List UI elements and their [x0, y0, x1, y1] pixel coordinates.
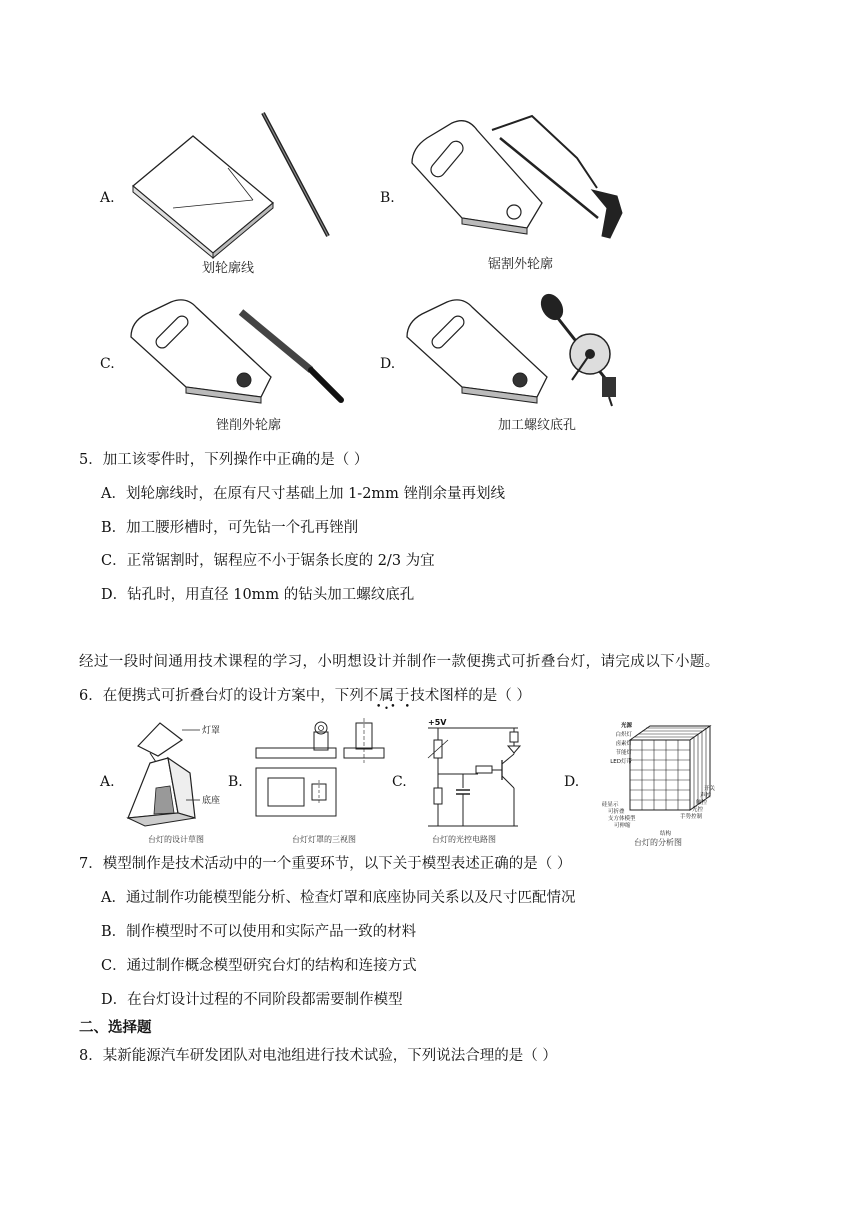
question-7-option-a[interactable]: A．通过制作功能模型能分析、检查灯罩和底座协同关系以及尺寸匹配情况 [101, 890, 576, 906]
supply-voltage-label: +5V [428, 718, 447, 727]
tool-option-c [98, 292, 368, 432]
option-letter: A. [100, 774, 115, 790]
cube-label: 开关 [704, 786, 716, 792]
figure-caption: 台灯的设计草图 [148, 835, 204, 844]
question-5-option-a[interactable]: A．划轮廓线时，在原有尺寸基础上加 1-2mm 锉削余量再划线 [101, 486, 506, 502]
cube-label: LED灯带 [610, 759, 632, 765]
label-lampshade: 灯罩 [202, 726, 221, 736]
plate-with-file-illustration [126, 292, 366, 407]
tool-option-d [378, 292, 668, 432]
cube-label: 白炽灯 [615, 732, 632, 738]
stem-prefix: 6．在便携式可折叠台灯的设计方案中，下列 [79, 688, 364, 704]
light-control-circuit-diagram [418, 718, 548, 830]
emphasis-not-belong: 不属于 [363, 688, 411, 704]
question-7-option-c[interactable]: C．通过制作概念模型研究台灯的结构和连接方式 [101, 958, 417, 974]
cube-right-labels [680, 786, 730, 821]
scenario-intro: 经过一段时间通用技术课程的学习，小明想设计并制作一款便携式可折叠台灯，请完成以下小题。 [79, 654, 720, 670]
cube-label: 触控 [696, 800, 708, 806]
tool-caption: 加工螺纹底孔 [498, 418, 577, 433]
question-7-option-d[interactable]: D．在台灯设计过程的不同阶段都需要制作模型 [101, 992, 403, 1008]
plate-with-hacksaw-illustration [402, 108, 642, 248]
question-5-option-b[interactable]: B．加工腰形槽时，可先钻一个孔再锉削 [101, 520, 359, 536]
tool-caption: 划轮廓线 [202, 261, 255, 276]
label-base: 底座 [202, 796, 221, 806]
option-letter: C. [392, 774, 407, 790]
question-5-option-c[interactable]: C．正常锯割时，锯程应不小于锯条长度的 2/3 为宜 [101, 553, 435, 569]
figure-caption: 台灯的分析图 [634, 838, 682, 847]
figure-caption: 台灯的光控电路图 [432, 835, 496, 844]
question-7-stem: 7．模型制作是技术活动中的一个重要环节，以下关于模型表述正确的是（ ） [79, 856, 572, 872]
option-letter: B. [228, 774, 243, 790]
cube-left-labels [592, 722, 632, 767]
cube-label: 硅显示 [602, 802, 619, 808]
cube-label: 光控 [692, 807, 704, 813]
emphasis-dots: ••• [376, 702, 419, 712]
cube-bottom-labels [602, 802, 662, 830]
question-7-option-b[interactable]: B．制作模型时不可以使用和实际产品一致的材料 [101, 924, 417, 940]
option-letter: A. [100, 190, 115, 206]
option-letter: B. [380, 190, 395, 206]
plate-with-hand-drill-illustration [402, 292, 662, 407]
option-letter: D. [380, 356, 396, 372]
question-6-option-b[interactable] [228, 718, 408, 846]
cube-label: 节能灯 [615, 750, 632, 756]
plate-with-scriber-illustration [128, 108, 348, 253]
question-6-option-d[interactable] [562, 718, 732, 846]
cube-label: 声控 [700, 793, 712, 799]
cube-label: 光源 [620, 723, 632, 729]
cube-label: 可折叠 [608, 809, 625, 815]
option-letter: C. [100, 356, 115, 372]
tool-caption: 锯割外轮廓 [488, 257, 554, 272]
question-6-option-c[interactable] [392, 718, 552, 846]
option-letter: D. [564, 774, 580, 790]
cube-label: 手势控制 [680, 814, 703, 820]
cube-label: 可伸缩 [614, 823, 631, 829]
figure-caption: 台灯灯罩的三视图 [292, 835, 356, 844]
three-view-drawing [254, 718, 404, 828]
tool-option-a [98, 108, 358, 278]
section-heading: 二、选择题 [79, 1019, 152, 1036]
question-6-stem [79, 686, 531, 706]
cube-label: 支方体模型 [608, 816, 636, 822]
cube-axis-label: 结构 [660, 831, 672, 837]
question-5-option-d[interactable]: D．钻孔时，用直径 10mm 的钻头加工螺纹底孔 [101, 587, 415, 603]
tool-caption: 锉削外轮廓 [216, 418, 282, 433]
cube-label: 卤素灯 [615, 741, 632, 747]
question-5-stem: 5．加工该零件时，下列操作中正确的是（ ） [79, 452, 369, 468]
stem-suffix: 技术图样的是（ ） [410, 688, 531, 704]
question-8-stem: 8．某新能源汽车研发团队对电池组进行技术试验，下列说法合理的是（ ） [79, 1048, 557, 1064]
tool-option-b [378, 108, 658, 278]
